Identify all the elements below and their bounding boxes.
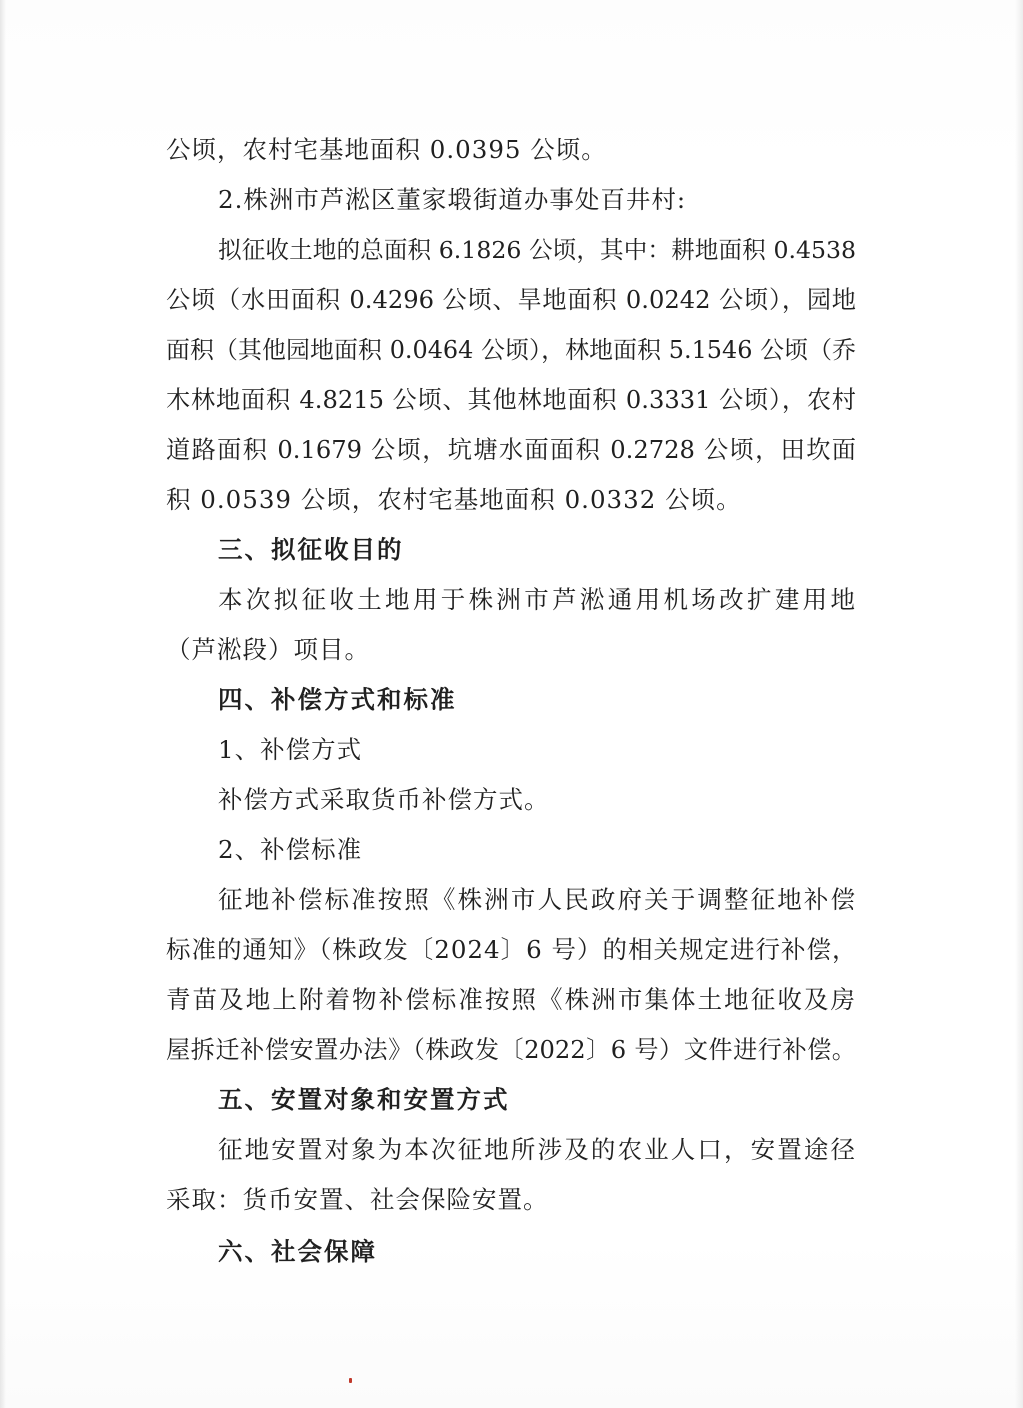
paragraph-line: 拟征收土地的总面积 6.1826 公顷，其中：耕地面积 0.4538 [218,236,856,264]
paragraph-line: 道路面积 0.1679 公顷，坑塘水面面积 0.2728 公顷，田坎面 [166,436,856,464]
subsection-heading: 2、补偿标准 [218,835,363,864]
paragraph-line: 青苗及地上附着物补偿标准按照《株洲市集体土地征收及房 [166,985,856,1014]
village-subheading: 2.株洲市芦淞区董家塅街道办事处百井村: [218,185,687,214]
subsection-heading: 1、补偿方式 [218,735,363,764]
section-heading-social-security: 六、社会保障 [218,1237,377,1266]
paragraph-line: 公顷（水田面积 0.4296 公顷、旱地面积 0.0242 公顷），园地 [166,286,856,314]
paragraph-line: 本次拟征收土地用于株洲市芦淞通用机场改扩建用地 [218,585,856,614]
paragraph-line: 公顷，农村宅基地面积 0.0395 公顷。 [166,135,607,164]
paragraph-line: 征地补偿标准按照《株洲市人民政府关于调整征地补偿 [218,885,856,914]
paragraph-line: 积 0.0539 公顷，农村宅基地面积 0.0332 公顷。 [166,485,742,514]
section-heading-purpose: 三、拟征收目的 [218,535,404,564]
paragraph-line: 面积（其他园地面积 0.0464 公顷），林地面积 5.1546 公顷（乔 [166,336,856,364]
paragraph-line: 标准的通知》（株政发〔2024〕6 号）的相关规定进行补偿， [166,935,858,964]
paragraph-line: 采取：货币安置、社会保险安置。 [166,1185,549,1214]
section-heading-resettlement: 五、安置对象和安置方式 [218,1085,510,1114]
paragraph-line: （芦淞段）项目。 [166,635,370,664]
red-ink-mark [349,1378,352,1383]
paragraph-line: 补偿方式采取货币补偿方式。 [218,785,550,814]
paragraph-line: 木林地面积 4.8215 公顷、其他林地面积 0.3331 公顷），农村 [166,386,856,414]
paragraph-line: 征地安置对象为本次征地所涉及的农业人口，安置途径 [218,1135,856,1164]
paragraph-line: 屋拆迁补偿安置办法》（株政发〔2022〕6 号）文件进行补偿。 [166,1036,856,1064]
scan-shadow-right [1015,0,1023,1408]
section-heading-compensation: 四、补偿方式和标准 [218,685,457,714]
scan-shadow-left [0,0,6,1408]
